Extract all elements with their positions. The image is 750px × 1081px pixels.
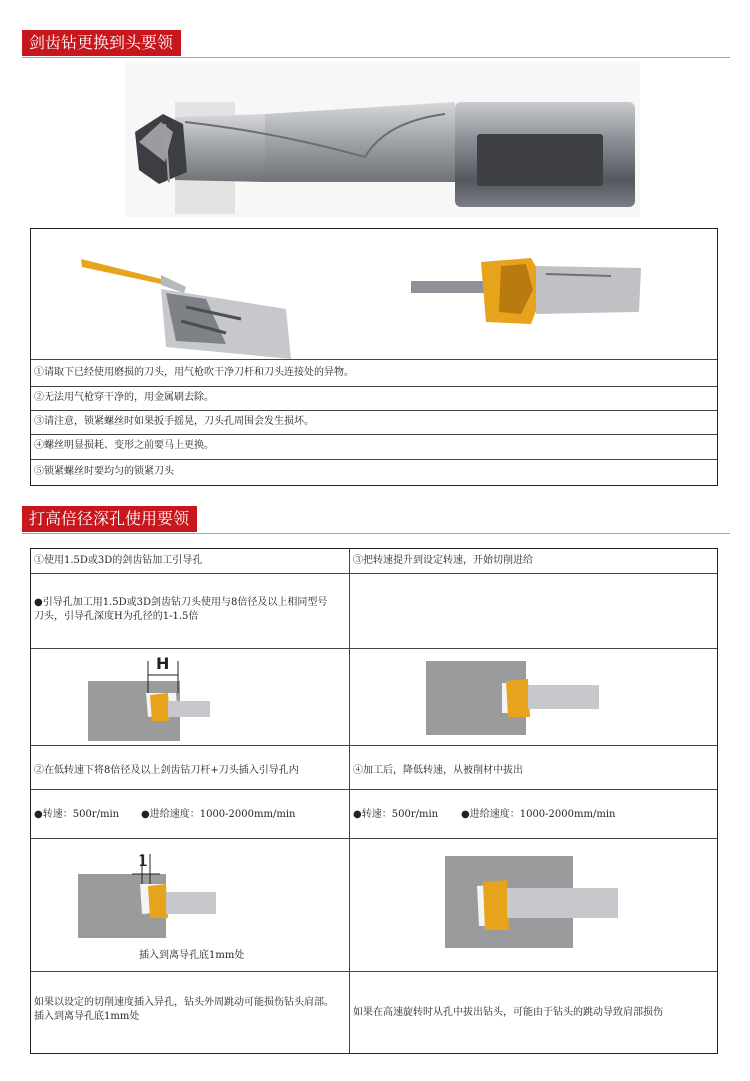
step-2-text: ②在低转速下将8倍径及以上剑齿钻刀杆+刀头插入引导孔内 xyxy=(34,765,299,776)
row-divider xyxy=(31,838,717,839)
bit-tightening-illustration xyxy=(411,254,641,329)
insertion-depth-diagram xyxy=(76,844,226,940)
step-2-text: ②无法用气枪穿干净的，用金属刷去除。 xyxy=(34,392,214,403)
section-title: 打高倍径深孔使用要领 xyxy=(22,506,197,532)
pilot-hole-depth-diagram xyxy=(86,649,216,743)
row-divider xyxy=(31,971,717,972)
column-divider xyxy=(349,549,350,1053)
header-rule xyxy=(22,57,730,58)
header-rule xyxy=(22,533,730,534)
row-divider xyxy=(31,386,717,387)
speed-text: ●转速：500r/min xyxy=(353,809,439,820)
section-header-bit-replacement xyxy=(0,30,750,60)
row-divider xyxy=(31,745,717,746)
row-divider xyxy=(31,359,717,360)
insertion-caption: 插入到离导孔底1mm处 xyxy=(139,950,245,961)
dimension-1-label: 1 xyxy=(138,851,149,870)
withdrawal-warning: 如果在高速旋转时从孔中拔出钻头，可能由于钻头的跳动导致肩部损伤 xyxy=(353,1007,663,1018)
step-3-text: ③把转速提升到设定转速，开始切削进给 xyxy=(353,555,533,566)
row-divider xyxy=(31,459,717,460)
section-header-deep-hole xyxy=(0,506,750,536)
row-divider xyxy=(31,789,717,790)
speed-text: ●转速：500r/min xyxy=(34,809,120,820)
feed-text: ●进给速度：1000-2000mm/min xyxy=(141,809,296,820)
cutting-feed-diagram xyxy=(424,659,604,737)
step-5-text: ⑤锁紧螺丝时要均匀的锁紧刀头 xyxy=(34,466,174,477)
step-3-text: ③请注意，锁紧螺丝时如果扳手摇晃，刀头孔周围会发生损坏。 xyxy=(34,416,314,427)
pilot-hole-note: ●引导孔加工用1.5D或3D剑齿钻刀头使用与8倍径及以上相同型号刀头，引导孔深度H为孔径的1-1.5倍 xyxy=(34,597,328,622)
insertion-warning: 如果以设定的切削速度插入异孔，钻头外周跳动可能损伤钻头肩部。插入到离导孔底1mm处 xyxy=(34,997,334,1022)
step-1-text: ①使用1.5D或3D的剑齿钻加工引导孔 xyxy=(34,555,203,566)
row-divider xyxy=(31,573,717,574)
row-divider xyxy=(31,410,717,411)
step-1-text: ①请取下已经使用磨损的刀头，用气枪吹干净刀杆和刀头连接处的异物。 xyxy=(34,367,354,378)
row-divider xyxy=(31,434,717,435)
spade-drill-hero-image xyxy=(125,62,640,217)
air-gun-cleaning-illustration xyxy=(76,249,296,364)
feed-text: ●进给速度：1000-2000mm/min xyxy=(461,809,616,820)
dimension-h-label: H xyxy=(156,654,170,673)
section-title: 剑齿钻更换到头要领 xyxy=(22,30,181,56)
withdrawal-diagram xyxy=(443,854,623,950)
step-4-text: ④加工后，降低转速，从被削材中拔出 xyxy=(353,765,523,776)
step-4-text: ④螺丝明显损耗、变形之前要马上更换。 xyxy=(34,440,214,451)
bit-replacement-table xyxy=(30,228,718,486)
deep-hole-table xyxy=(30,548,718,1054)
